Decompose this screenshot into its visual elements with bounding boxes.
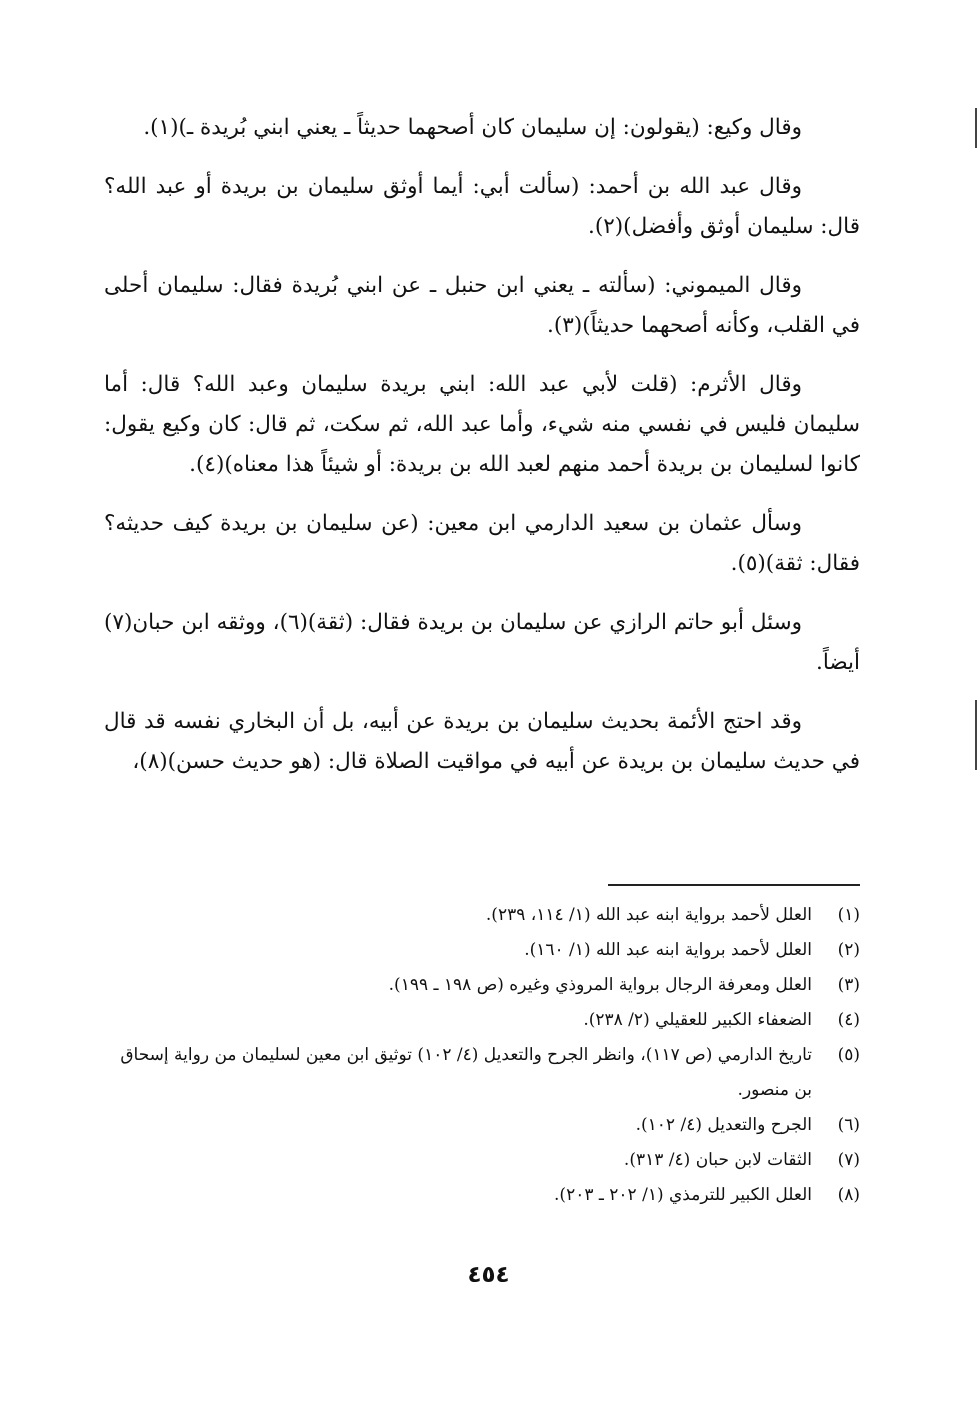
footnote-number: (٨) <box>837 1185 860 1205</box>
footnote-number: (٢) <box>837 940 860 960</box>
footnote-item <box>104 933 860 968</box>
footnote-number: (٣) <box>837 975 860 995</box>
footnote-number: (٤) <box>837 1010 860 1030</box>
footnote-number: (١) <box>837 905 860 925</box>
paragraph-abu-hatim: وسئل أبو حاتم الرازي عن سليمان بن بريدة فقال: (ثقة)(٦)، ووثقه ابن حبان(٧) أيضاً. <box>104 610 860 675</box>
paragraph-maymuni: وقال الميموني: (سألته ـ يعني ابن حنبل ـ عن ابني بُريدة فقال: سليمان أحلى في القلب، وكأنه أصحهما حديثاً)(٣). <box>104 273 860 338</box>
footnote-text: العلل الكبير للترمذي (١/ ٢٠٢ ـ ٢٠٣). <box>554 1185 812 1205</box>
footnote-item <box>104 898 860 933</box>
footnote-item <box>104 1003 860 1038</box>
paragraph-wakee: وقال وكيع: (يقولون: إن سليمان كان أصحهما حديثاً ـ يعني ابني بُريدة ـ)(١). <box>143 115 802 140</box>
footnote-separator <box>608 884 860 886</box>
footnote-text: الضعفاء الكبير للعقيلي (٢/ ٢٣٨). <box>583 1010 812 1030</box>
footnote-text: العلل لأحمد برواية ابنه عبد الله (١/ ١٦٠). <box>524 940 812 960</box>
footnote-text: العلل ومعرفة الرجال برواية المروذي وغيره (ص ١٩٨ ـ ١٩٩). <box>388 975 812 995</box>
footnote-number: (٦) <box>837 1115 860 1135</box>
footnote-number: (٥) <box>837 1045 860 1065</box>
paragraph-abdullah-ibn-ahmad: وقال عبد الله بن أحمد: (سألت أبي: أيما أوثق سليمان بن بريدة أو عبد الله؟ قال: سليمان أوثق وأفضل)(٢). <box>104 174 860 239</box>
footnote-text: الثقات لابن حبان (٤/ ٣١٣). <box>623 1150 812 1170</box>
footnote-text: الجرح والتعديل (٤/ ١٠٢). <box>635 1115 812 1135</box>
footnote-item <box>104 1143 860 1178</box>
footnotes <box>104 898 860 1213</box>
footnote-text: العلل لأحمد برواية ابنه عبد الله (١/ ١١٤، ٢٣٩). <box>485 905 812 925</box>
footnote-item <box>104 1178 860 1213</box>
main-text <box>104 108 860 801</box>
paragraph-bukhari: وقد احتج الأئمة بحديث سليمان بن بريدة عن أبيه، بل أن البخاري نفسه قد قال في حديث سليمان بن بريدة عن أبيه في مواقيت الصلاة قال: (هو حديث حسن)(٨)، <box>104 709 860 774</box>
paragraph-athram: وقال الأثرم: (قلت لأبي عبد الله: ابني بريدة سليمان وعبد الله؟ قال: أما سليمان فليس في نفسي منه شيء، وأما عبد الله، ثم سكت، ثم قال: كان وكيع يقول: كانوا لسليمان بن بريدة أحمد منهم لعبد الله بن بريدة: أو شيئاً هذا معناه)(٤). <box>104 372 860 477</box>
footnote-number: (٧) <box>837 1150 860 1170</box>
footnote-item <box>104 968 860 1003</box>
paragraph-darimi: وسأل عثمان بن سعيد الدارمي ابن معين: (عن سليمان بن بريدة كيف حديثه؟ فقال: ثقة)(٥). <box>104 511 860 576</box>
footnote-text: تاريخ الدارمي (ص ١١٧)، وانظر الجرح والتعديل (٤/ ١٠٢) توثيق ابن معين لسليمان من رواية إسحاق بن منصور. <box>120 1045 812 1100</box>
page-number: ٤٥٤ <box>467 1262 510 1288</box>
footnote-item <box>104 1108 860 1143</box>
footnote-item <box>104 1038 860 1108</box>
